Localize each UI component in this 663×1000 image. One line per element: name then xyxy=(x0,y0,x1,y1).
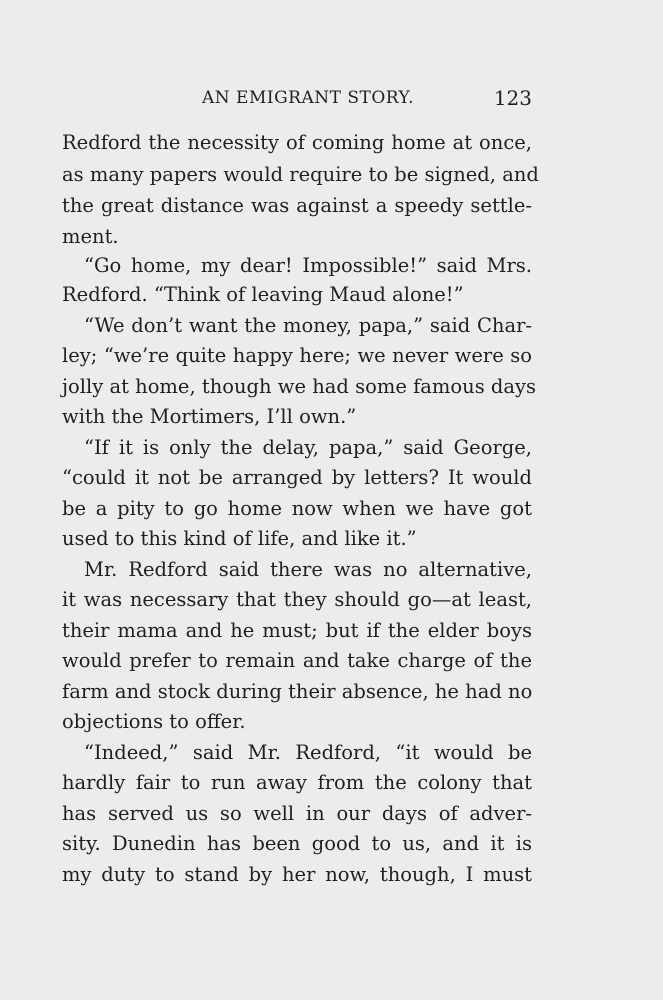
text-line: farm and stock during their absence, he had no xyxy=(62,680,533,703)
text-line: hardly fair to run away from the colony that xyxy=(62,771,532,794)
text-line: used to this kind of life, and like it.” xyxy=(62,527,417,550)
text-line: the great distance was against a speedy settle- xyxy=(62,194,532,217)
text-line: my duty to stand by her now, though, I must xyxy=(62,863,532,886)
text-line: Redford the necessity of coming home at once, xyxy=(62,131,532,154)
running-head xyxy=(62,88,532,114)
text-line: would prefer to remain and take charge of the xyxy=(62,649,532,672)
text-line: ley; “we’re quite happy here; we never were so xyxy=(62,344,532,367)
text-line: ment. xyxy=(62,225,119,248)
text-line: be a pity to go home now when we have got xyxy=(62,497,532,520)
text-line: jolly at home, though we had some famous days xyxy=(62,375,537,398)
text-line: “Indeed,” said Mr. Redford, “it would be xyxy=(84,741,532,764)
text-line: sity. Dunedin has been good to us, and it is xyxy=(62,832,532,855)
text-line: objections to offer. xyxy=(62,710,246,733)
text-line: “Go home, my dear! Impossible!” said Mrs. xyxy=(84,254,532,277)
text-line: “If it is only the delay, papa,” said George, xyxy=(84,436,532,459)
page-number: 123 xyxy=(493,86,532,110)
text-line: “could it not be arranged by letters? It would xyxy=(62,466,532,489)
text-line: “We don’t want the money, papa,” said Char- xyxy=(84,314,532,337)
text-line: as many papers would require to be signed, and xyxy=(62,163,539,186)
text-line: their mama and he must; but if the elder boys xyxy=(62,619,532,642)
text-line: it was necessary that they should go—at least, xyxy=(62,588,532,611)
running-title: AN EMIGRANT STORY. xyxy=(202,88,414,108)
text-line: Mr. Redford said there was no alternative, xyxy=(84,558,532,581)
text-line: with the Mortimers, I’ll own.” xyxy=(62,405,357,428)
text-line: has served us so well in our days of adver- xyxy=(62,802,532,825)
text-line: Redford. “Think of leaving Maud alone!” xyxy=(62,283,464,306)
